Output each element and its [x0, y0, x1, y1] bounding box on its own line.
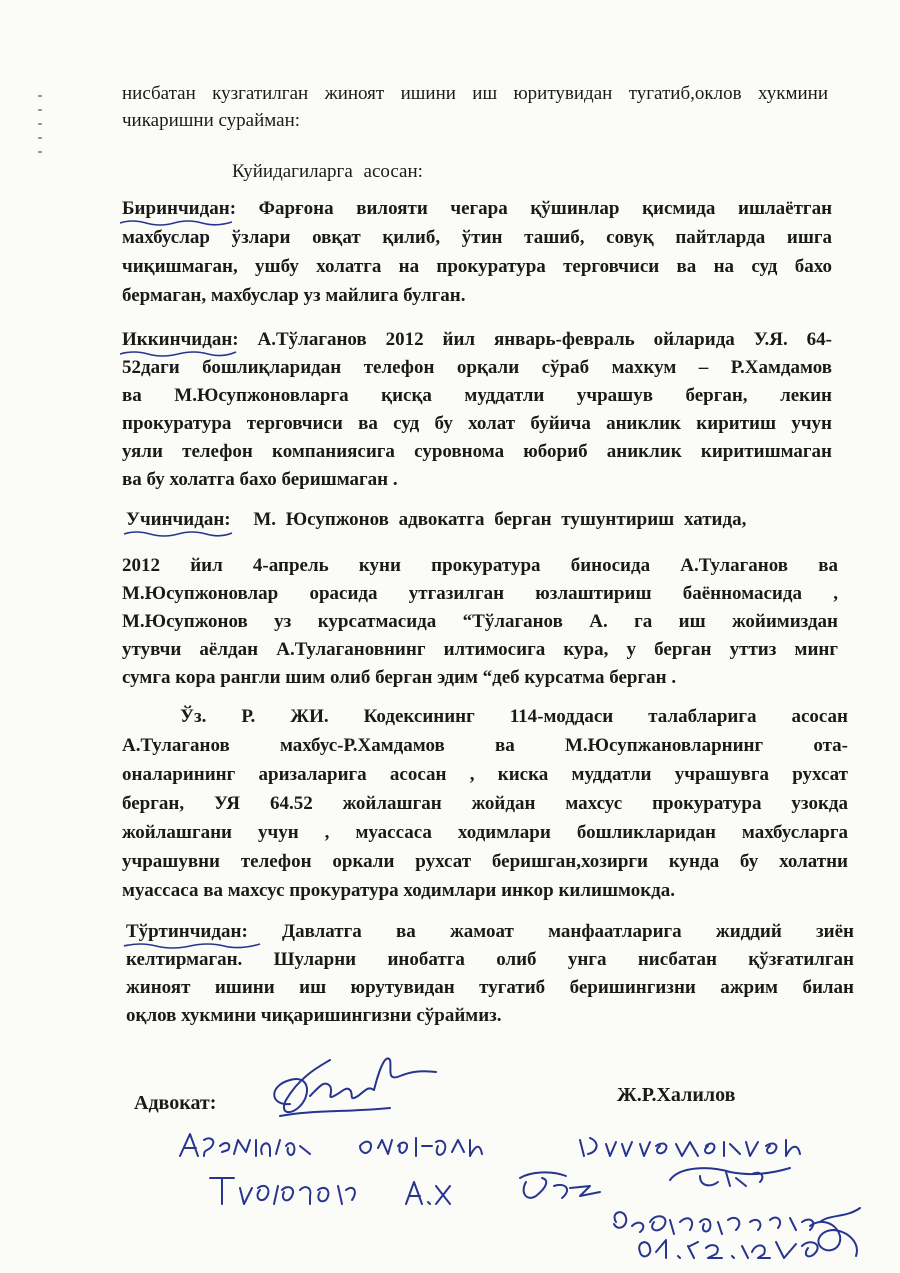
heading-first: Биринчидан:	[122, 198, 259, 219]
heading-third: Учинчидан:	[126, 509, 235, 530]
intro-line-2: чикаришни сурайман:	[122, 110, 301, 131]
paragraph-first-line-3: чиқишмаган, ушбу холатга на прокуратура терговчиси ва на суд бахо	[122, 256, 832, 277]
intro-paragraph	[122, 80, 828, 134]
paragraph-first-line-4: бермаган, махбуслар уз майлига булган.	[122, 285, 466, 306]
advocate-name: Ж.Р.Халилов	[617, 1084, 736, 1106]
paragraph-fourth-line-4: берган, УЯ 64.52 жойлашган жойдан махсус прокуратура узокда	[122, 793, 848, 814]
paragraph-third-line-6: сумга кора рангли шим олиб берган эдим “деб курсатма берган .	[122, 667, 677, 688]
paragraph-third-line-3: М.Юсупжоновлар орасида утгазилган юзлаштириш баённомасида ,	[122, 583, 838, 604]
basis-heading: Куйидагиларга асосан:	[232, 161, 423, 182]
paragraph-fourth	[122, 702, 848, 905]
intro-line-1: нисбатан кузгатилган жиноят ишини иш юритувидан тугатиб,оклов хукмини	[122, 83, 828, 104]
paragraph-third-line-4: М.Юсупжонов уз курсатмасида “Тўлаганов А. га иш жойимиздан	[122, 611, 838, 632]
paragraph-first-line-2: махбуслар ўзлари овқат қилиб, ўтин ташиб, совуқ пайтларда ишга	[122, 227, 832, 248]
paragraph-first-line-1: Фарғона вилояти чегара қўшинлар қисмида ишлаётган	[258, 198, 833, 219]
paragraph-third-line-2: 2012 йил 4-апрель куни прокуратура биносида А.Тулаганов ва	[122, 555, 838, 576]
paragraph-fifth-line-1: Давлатга ва жамоат манфаатларига жиддий зиён	[282, 921, 854, 942]
paragraph-fourth-line-1: Ўз. Р. ЖИ. Кодексининг 114-моддаси талабларига асосан	[180, 706, 848, 727]
paragraph-fourth-line-3: оналарининг аризаларига асосан , киска муддатли учрашувга рухсат	[122, 764, 848, 785]
heading-second: Иккинчидан:	[122, 329, 258, 350]
paragraph-third-head	[126, 506, 816, 533]
paragraph-third-line-5: утувчи аёлдан А.Тулагановнинг илтимосига кура, у берган уттиз минг	[122, 639, 838, 660]
heading-fifth: Тўртинчидан:	[126, 921, 282, 942]
paragraph-fourth-line-6: учрашувни телефон оркали рухсат беришган,хозирги кунда бу холатни	[122, 851, 848, 872]
paragraph-fifth	[126, 918, 854, 1030]
paragraph-second	[122, 326, 832, 494]
paragraph-second-line-5: уяли телефон компаниясига суровнома юбориб аниклик киритишмаган	[122, 441, 832, 462]
paragraph-third	[122, 552, 838, 692]
paragraph-second-line-3: ва М.Юсупжоновларга қисқа муддатли учрашув берган, лекин	[122, 385, 832, 406]
paragraph-fourth-line-2: А.Тулаганов махбус-Р.Хамдамов ва М.Юсупжановларнинг ота-	[122, 735, 848, 756]
paragraph-second-line-2: 52даги бошлиқларидан телефон орқали сўраб махкум – Р.Хамдамов	[122, 357, 832, 378]
paragraph-third-line-1: М. Юсупжонов адвокатга берган тушунтириш хатида,	[253, 509, 747, 530]
paragraph-fifth-line-2: келтирмаган. Шуларни инобатга олиб унга нисбатан қўзғатилган	[126, 949, 854, 970]
paragraph-second-line-1: А.Тўлаганов 2012 йил январь-февраль ойларида У.Я. 64-	[257, 329, 832, 350]
advocate-label: Адвокат:	[134, 1092, 217, 1114]
paragraph-second-line-4: прокуратура терговчиси ва суд бу холат буйича аниклик киритиш учун	[122, 413, 832, 434]
binder-hole-marks	[38, 95, 46, 165]
handwritten-notes	[170, 1126, 870, 1266]
paragraph-first	[122, 194, 832, 310]
paragraph-second-line-6: ва бу холатга бахо беришмаган .	[122, 469, 398, 490]
paragraph-fourth-line-7: муассаса ва махсус прокуратура ходимлари инкор килишмокда.	[122, 880, 676, 901]
paragraph-fourth-line-5: жойлашгани учун , муассаса ходимлари бошликларидан махбусларга	[122, 822, 848, 843]
advocate-signature	[250, 1046, 450, 1126]
paragraph-fifth-line-3: жиноят ишини иш юрутувидан тугатиб беришингизни ажрим билан	[126, 977, 854, 998]
paragraph-fifth-line-4: оқлов хукмини чиқаришингизни сўраймиз.	[126, 1005, 502, 1026]
